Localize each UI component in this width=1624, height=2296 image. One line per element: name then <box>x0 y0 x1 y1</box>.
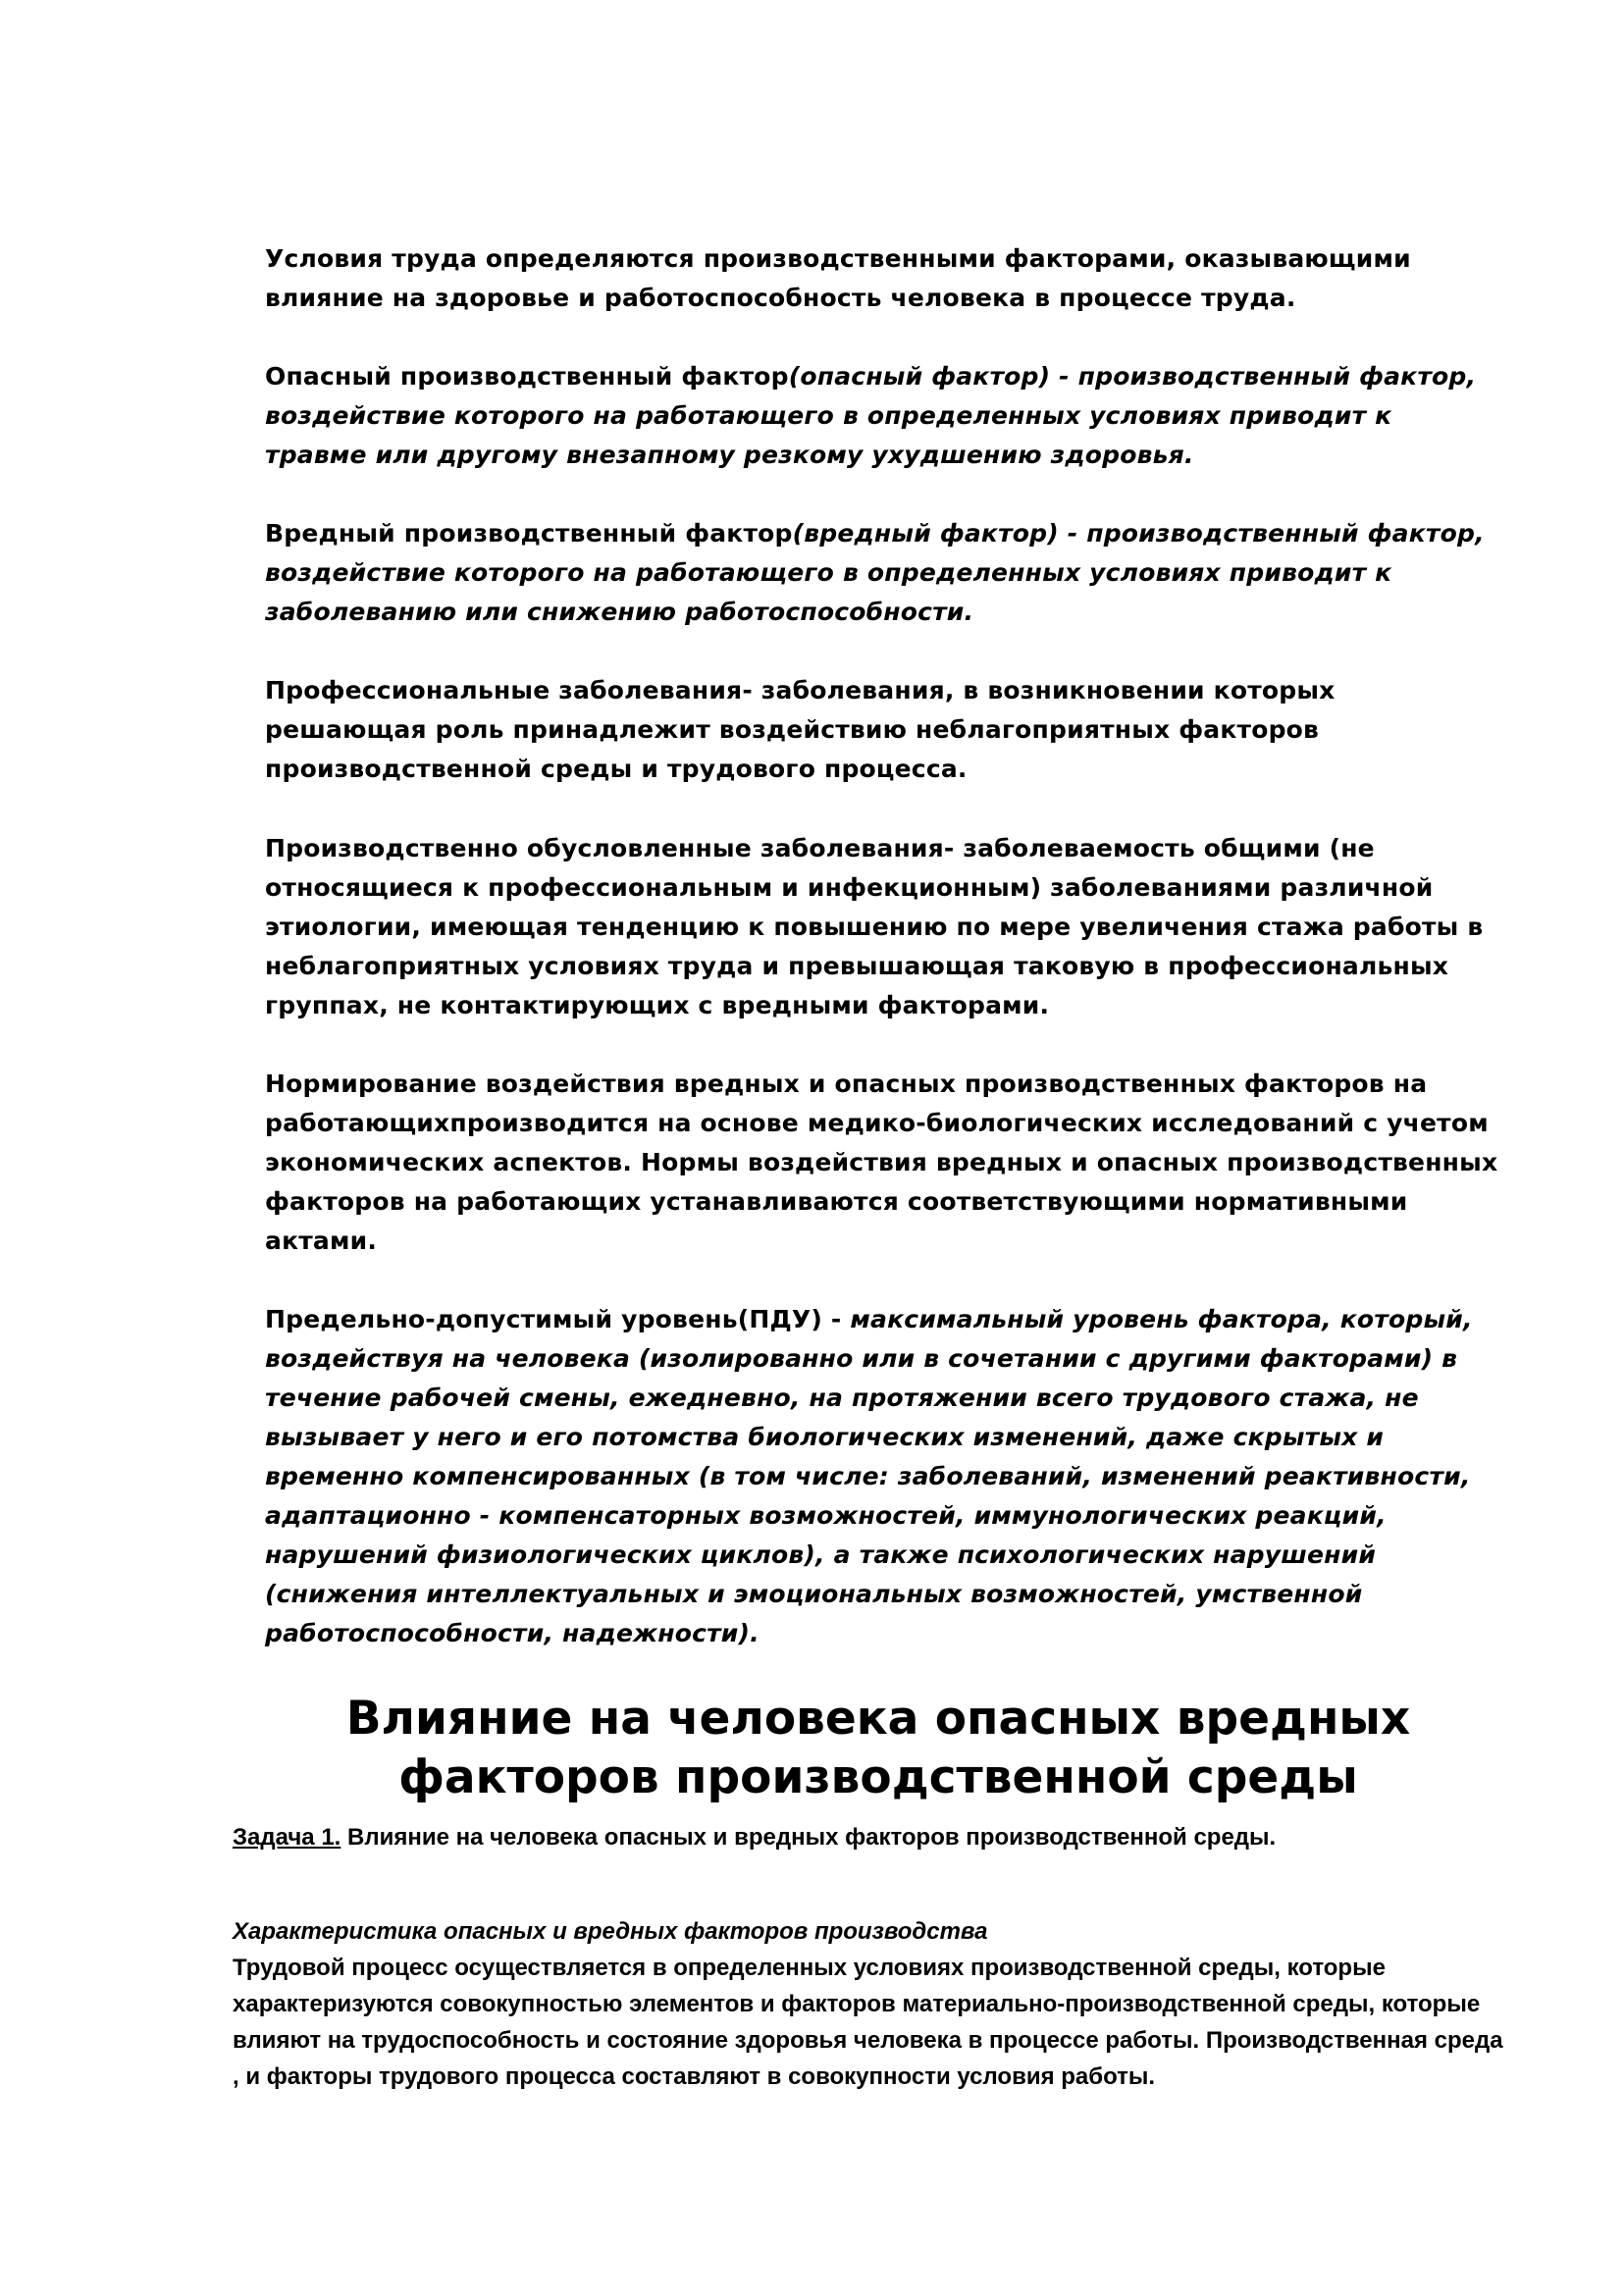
paragraph-definition: (вредный фактор) - производственный фактор, воздействие которого на работающего в определенных условиях приводит к заболеванию или снижению работоспособности. <box>265 519 1485 626</box>
paragraph-definition: максимальный уровень фактора, который, воздействуя на человека (изолированно или в сочетании с другими факторами) в течение рабочей смены, ежедневно, на протяжении всего трудового стажа, не вызывает у него и его потомства биологических изменений, даже скрытых и временно компенсированных (в том числе: заболеваний, изменений реактивности, адаптационно - компенсаторных возможностей, иммунологических реакций, нарушений физиологических циклов), а также психологических нарушений (снижения интеллектуальных и эмоциональных возможностей, умственной работоспособности, надежности). <box>265 1305 1473 1647</box>
section-heading: Влияние на человека опасных вредных факторов производственной среды <box>345 1692 1411 1804</box>
paragraph-standardization <box>265 1065 1501 1261</box>
task-text: Влияние на человека опасных и вредных факторов производственной среды. <box>341 1824 1277 1851</box>
paragraph-definition: (опасный фактор) - производственный фактор, воздействие которого на работающего в определенных условиях приводит к травме или другому внезапному резкому ухудшению здоровья. <box>265 362 1477 469</box>
body-paragraph: Трудовой процесс осуществляется в определенных условиях производственной среды, которые характеризуются совокупностью элементов и факторов материально-производственной среды, которые влияют на трудоспособность и состояние здоровья человека в процессе работы. Производственная среда , и факторы трудового процесса составляют в совокупности условия работы. <box>233 1955 1503 2090</box>
task-line <box>233 1820 1508 1855</box>
paragraph-lead: Профессиональные заболевания- заболевания, в возникновении которых решающая роль принадлежит воздействию неблагоприятных факторов производственной среды и трудового процесса. <box>265 676 1336 783</box>
task-label: Задача 1. <box>233 1824 341 1851</box>
paragraph-lead: Вредный производственный фактор <box>265 519 793 548</box>
paragraph-work-related-diseases <box>265 829 1501 1025</box>
paragraph-hazardous-factor <box>265 357 1501 475</box>
paragraph-max-permissible-level <box>265 1300 1501 1653</box>
paragraph-harmful-factor <box>265 514 1501 632</box>
paragraph-lead: Нормирование воздействия вредных и опасных производственных факторов на работающихпроизводится на основе медико-биологических исследований с учетом экономических аспектов. Нормы воздействия вредных и опасных производственных факторов на работающих устанавливаются соответствующими нормативными актами. <box>265 1070 1498 1255</box>
paragraph-lead: Опасный производственный фактор <box>265 362 789 391</box>
paragraph-lead: Производственно обусловленные заболевания- заболеваемость общими (не относящиеся к профессиональным и инфекционным) заболеваниями различной этиологии, имеющая тенденцию к повышению по мере увеличения стажа работы в неблагоприятных условиях труда и превышающая таковую в профессиональных группах, не контактирующих с вредными факторами. <box>265 834 1484 1019</box>
paragraph-lead: Предельно-допустимый уровень(ПДУ) - <box>265 1305 851 1333</box>
paragraph-lead: Условия труда определяются производственными факторами, оказывающими влияние на здоровье и работоспособность человека в процессе труда. <box>265 244 1411 312</box>
subsection-title: Характеристика опасных и вредных факторов производства <box>233 1918 988 1945</box>
paragraph-working-conditions <box>265 239 1501 318</box>
paragraph-occupational-diseases <box>265 671 1501 789</box>
